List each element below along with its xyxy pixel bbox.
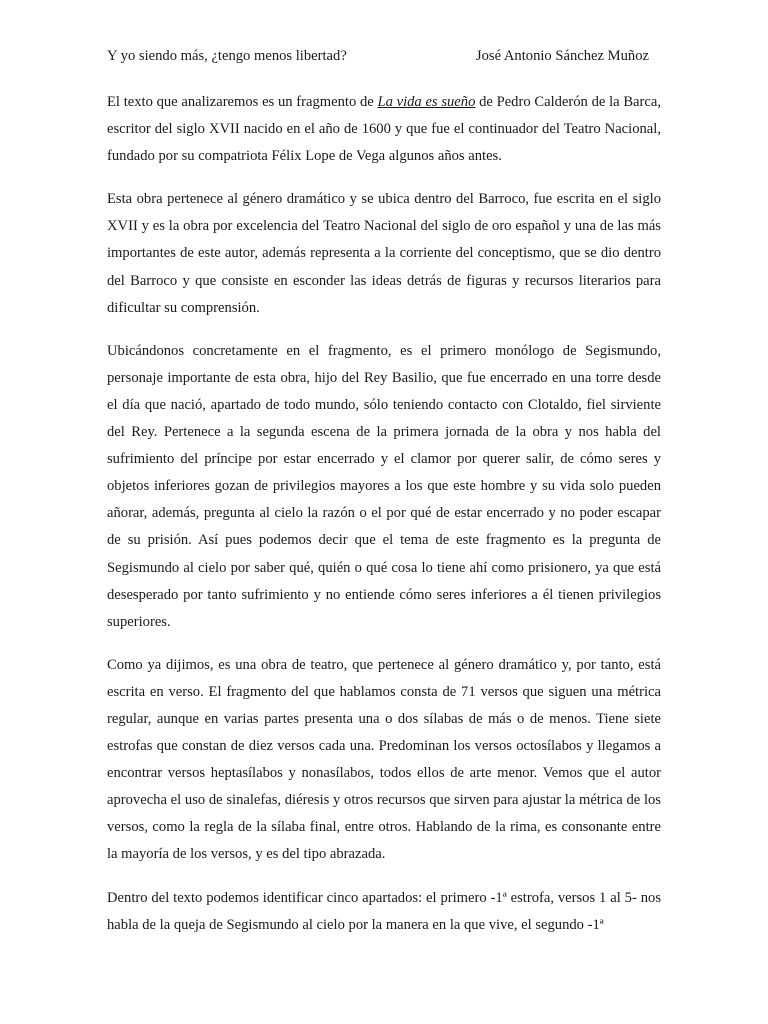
- paragraph-1-rest: de Pedro Calderón de la Barca, escritor del siglo XVII nacido en el año de 1600 y que fue el continuador del Teatro Nacional, fundado por su compatriota Félix Lope de Vega algunos años antes.: [107, 94, 661, 165]
- paragraph-4: Como ya dijimos, es una obra de teatro, que pertenece al género dramático y, por tanto, está escrita en verso. El fragmento del que hablamos consta de 71 versos que siguen una métrica regular, aunque en varias partes presenta una o dos sílabas de más o de menos. Tiene siete estrofas que constan de diez versos cada una. Predominan los versos octosílabos y llegamos a encontrar versos heptasílabos y nonasílabos, todos ellos de arte menor. Vemos que el autor aprovecha el uso de sinalefas, diéresis y otros recursos que sirven para ajustar la métrica de los versos, como la regla de la sílaba final, entre otros. Hablando de la rima, es consonante entre la mayoría de los versos, y es del tipo abrazada.: [107, 656, 661, 863]
- paragraph-1-intro: El texto que analizaremos es un fragmento de: [107, 94, 378, 110]
- paragraph-3: Ubicándonos concretamente en el fragmento, es el primero monólogo de Segismundo, personaje importante de esta obra, hijo del Rey Basilio, que fue encerrado en una torre desde el día que nació, apartado de todo mundo, sólo teniendo contacto con Clotaldo, fiel sirviente del Rey. Pertenece a la segunda escena de la primera jornada de la obra y nos habla del sufrimiento del príncipe por estar encerrado y el clamor por querer salir, de cómo seres y objetos inferiores gozan de privilegios mayores a los que este hombre y su vida solo pueden añorar, además, pregunta al cielo la razón o el por qué de estar encerrado y no poder escapar de su prisión. Así pues podemos decir que el tema de este fragmento es la pregunta de Segismundo al cielo por saber qué, quién o qué cosa lo tiene ahí como prisionero, ya que está desesperado por tanto sufrimiento y no entiende cómo seres inferiores a él tienen privilegios superiores.: [107, 342, 661, 630]
- work-title: La vida es sueño: [377, 94, 476, 110]
- document-page: [107, 42, 661, 939]
- paragraph-1: [107, 89, 661, 170]
- author-name: José Antonio Sánchez Muñoz: [475, 48, 649, 64]
- page-header: [107, 42, 661, 70]
- paragraph-2: Esta obra pertenece al género dramático y se ubica dentro del Barroco, fue escrita en el siglo XVII y es la obra por excelencia del Teatro Nacional del siglo de oro español y una de las más importantes de este autor, además representa a la corriente del conceptismo, que se dio dentro del Barroco y que consiste en esconder las ideas detrás de figuras y recursos literarios para dificultar su comprensión.: [107, 191, 661, 316]
- paragraph-5: Dentro del texto podemos identificar cinco apartados: el primero -1ª estrofa, versos 1 al 5- nos habla de la queja de Segismundo al cielo por la manera en la que vive, el segundo -1ª: [107, 889, 661, 933]
- essay-title: Y yo siendo más, ¿tengo menos libertad?: [107, 48, 347, 64]
